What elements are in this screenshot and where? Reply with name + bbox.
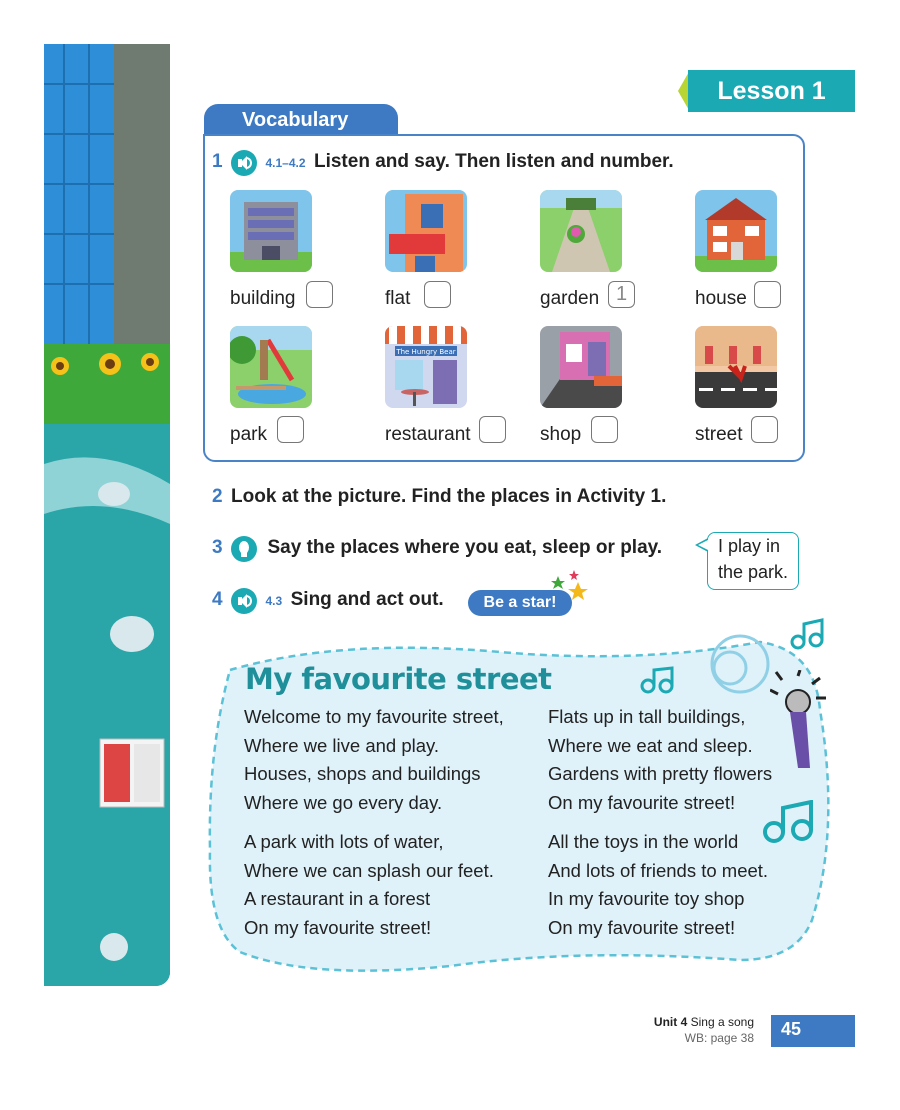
label-street: street [695, 424, 743, 445]
label-flat: flat [385, 288, 411, 309]
house-picture [695, 190, 777, 272]
song-line: Where we live and play. [244, 734, 440, 756]
speech-bubble-tail-fill [698, 540, 708, 550]
audio-track-number-2: 4.3 [265, 594, 283, 609]
answer-box-street[interactable] [751, 416, 778, 443]
song-line: In my favourite toy shop [548, 888, 745, 909]
street-picture [695, 326, 777, 408]
answer-box-house[interactable] [754, 281, 781, 308]
activity-2-number: 2 [212, 486, 223, 507]
label-house: house [695, 288, 747, 309]
song-line: And lots of friends to meet. [548, 859, 769, 881]
label-park: park [230, 424, 267, 445]
answer-box-building[interactable] [306, 281, 333, 308]
activity-4 [212, 588, 444, 614]
label-shop: shop [540, 424, 582, 445]
audio-track-number: 4.1–4.2 [265, 156, 306, 171]
speech-bubble-line-2: the park. [718, 562, 789, 582]
song-line: Where we can splash our feet. [244, 859, 494, 881]
vocabulary-tab: Vocabulary [204, 104, 398, 136]
restaurant-sign-text: The Hungry Bear [396, 348, 456, 356]
activity-1-number: 1 [212, 151, 223, 173]
label-garden: garden [540, 288, 600, 309]
audio-speaker-icon-2[interactable] [231, 588, 257, 614]
label-restaurant: restaurant [385, 424, 471, 445]
activity-1-heading [212, 150, 674, 178]
song-left-column [244, 703, 544, 942]
activity-3 [212, 536, 662, 562]
answer-box-restaurant[interactable] [479, 416, 506, 443]
answer-box-park[interactable] [277, 416, 304, 443]
song-line: Where we go every day. [244, 791, 443, 813]
song-line: On my favourite street! [548, 916, 736, 938]
song-line: Houses, shops and buildings [244, 763, 481, 784]
speaking-head-icon [231, 536, 257, 562]
cover-illustration-strip [44, 44, 170, 986]
song-title: My favourite street [245, 662, 552, 696]
lesson-banner: Lesson 1 [688, 70, 855, 112]
song-line: Welcome to my favourite street, [244, 706, 504, 727]
song-line: All the toys in the world [548, 831, 739, 852]
park-picture [230, 326, 312, 408]
be-a-star-badge: Be a star! [468, 590, 572, 616]
song-line: A restaurant in a forest [244, 888, 431, 909]
flat-picture [385, 190, 467, 272]
song-line: Where we eat and sleep. [548, 734, 753, 756]
activity-4-number: 4 [212, 589, 223, 611]
shop-picture [540, 326, 622, 408]
music-note-icon-2 [790, 616, 830, 652]
garden-picture [540, 190, 622, 272]
answer-box-shop[interactable] [591, 416, 618, 443]
music-note-icon [640, 664, 680, 696]
song-line: On my favourite street! [244, 916, 432, 938]
footer-unit-number: Unit 4 [653, 1015, 688, 1029]
answer-box-flat[interactable] [424, 281, 451, 308]
activity-2 [212, 486, 666, 508]
song-line: Flats up in tall buildings, [548, 706, 746, 727]
song-line: A park with lots of water, [244, 831, 444, 852]
building-picture [230, 190, 312, 272]
footer-unit [600, 1015, 754, 1029]
label-building: building [230, 288, 296, 309]
song-right-column [548, 703, 798, 942]
activity-2-instruction: Look at the picture. Find the places in Activity 1. [231, 486, 667, 507]
answer-box-garden[interactable]: 1 [608, 281, 635, 308]
footer-workbook-page: WB: page 38 [684, 1031, 754, 1045]
activity-3-instruction: Say the places where you eat, sleep or play. [267, 537, 663, 559]
page-number: 45 [771, 1015, 855, 1047]
stars-icon [550, 570, 590, 606]
restaurant-picture [385, 326, 467, 408]
speech-bubble [707, 532, 799, 590]
song-line: Gardens with pretty flowers [548, 763, 773, 784]
activity-3-number: 3 [212, 537, 223, 559]
audio-speaker-icon[interactable] [231, 150, 257, 176]
speech-bubble-line-1: I play in [718, 536, 781, 556]
song-line: On my favourite street! [548, 791, 736, 813]
activity-4-instruction: Sing and act out. [290, 589, 444, 611]
footer-unit-topic: Sing a song [690, 1015, 754, 1029]
activity-1-instruction: Listen and say. Then listen and number. [313, 151, 674, 173]
